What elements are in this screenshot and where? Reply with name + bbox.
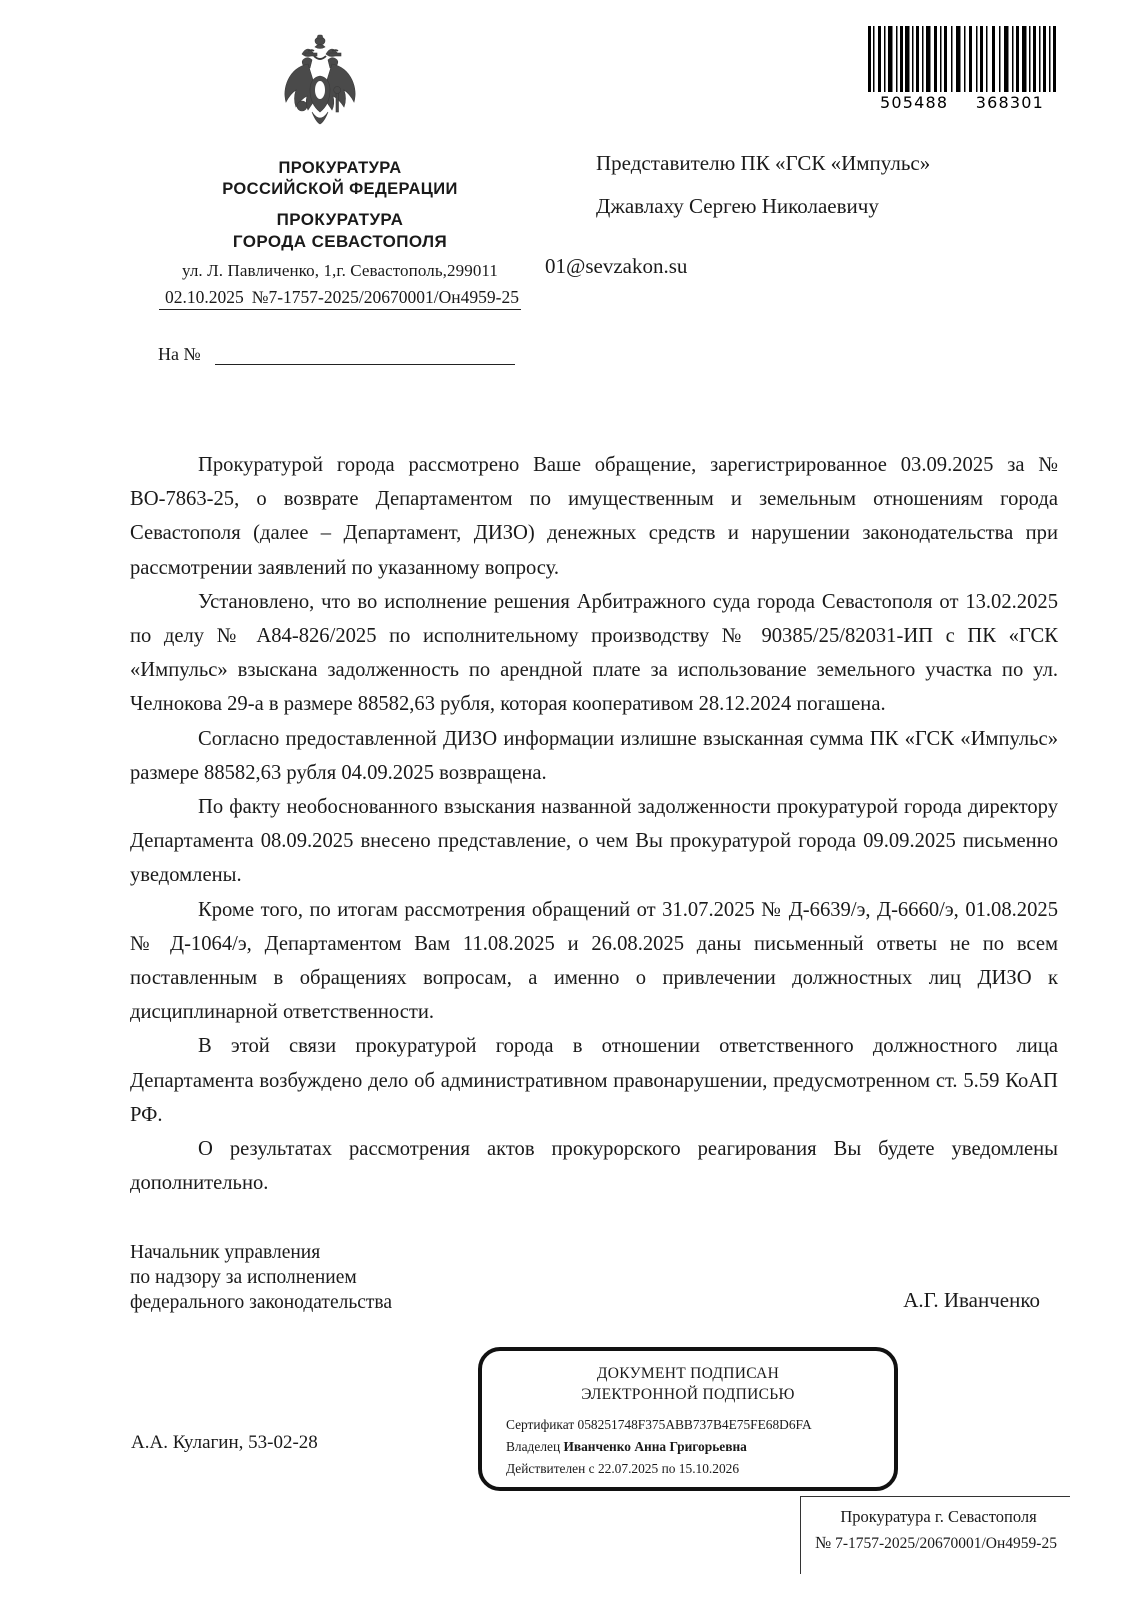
esign-owner-row (506, 1436, 894, 1458)
reply-to-rule (215, 350, 515, 365)
addressee-organization: Представителю ПК «ГСК «Импульс» (596, 151, 931, 175)
reply-to-label: На № (158, 344, 201, 364)
registration-number-row (815, 1530, 1062, 1557)
esign-certificate-label: Сертификат (506, 1417, 575, 1432)
number-symbol: № (251, 287, 269, 307)
esign-validity-row (506, 1458, 894, 1480)
body-paragraph: Согласно предоставленной ДИЗО информации излишне взысканная сумма ПК «ГСК «Импульс» размере 88582,63 рубля 04.09.2025 возвращена. (130, 727, 1058, 784)
signatory-title-line-1: Начальник управления (130, 1242, 321, 1263)
esign-heading-line-1: ДОКУМЕНТ ПОДПИСАН (596, 1365, 780, 1382)
body-paragraph: Кроме того, по итогам рассмотрения обращений от 31.07.2025 № Д-6639/э, Д-6660/э, 01.08.2025 № Д-1064/э, Департаментом Вам 11.08.2025 и 26.08.2025 даны письменный ответы не по всем поставленным в обращениях вопросам, а именно о привлечении должностных лиц ДИЗО к дисциплинарной ответственности. (130, 898, 1058, 1024)
esign-heading (482, 1363, 894, 1405)
reply-to-row (158, 344, 550, 365)
signatory-name: А.Г. Иванченко (903, 1288, 1040, 1312)
addressee-person: Джавлаху Сергею Николаевичу (596, 194, 879, 218)
signatory-title-line-2: по надзору за исполнением (130, 1267, 357, 1288)
registration-office: Прокуратура г. Севастополя (840, 1507, 1037, 1526)
barcode-icon (866, 26, 1058, 92)
body-paragraph: По факту необоснованного взыскания названной задолженности прокуратурой города директору Департамента 08.09.2025 внесено представление, о чем Вы прокуратурой города 09.09.2025 письменно уведомлены. (130, 796, 1058, 887)
esign-validity-label: Действителен с (506, 1461, 595, 1476)
signature-block (130, 1240, 1058, 1315)
electronic-signature-stamp (478, 1347, 898, 1491)
body-paragraph: В этой связи прокуратурой города в отношении ответственного должностного лица Департамента возбуждено дело об административном правонарушении, предусмотренном ст. 5.59 КоАП РФ. (130, 1035, 1058, 1126)
registration-stamp (800, 1496, 1070, 1574)
letter-body (130, 448, 1058, 1200)
russian-coat-of-arms-icon (272, 34, 368, 138)
esign-valid-to-label: по (661, 1461, 676, 1476)
esign-owner-label: Владелец (506, 1439, 561, 1454)
esign-owner-value: Иванченко Анна Григорьевна (563, 1439, 747, 1454)
addressee-block (596, 142, 1076, 228)
letterhead-line-2: РОССИЙСКОЙ ФЕДЕРАЦИИ (222, 180, 458, 198)
esign-heading-line-2: ЭЛЕКТРОННОЙ ПОДПИСЬЮ (581, 1386, 795, 1403)
letter-date: 02.10.2025 (159, 287, 250, 310)
body-paragraph: Установлено, что во исполнение решения Арбитражного суда города Севастополя от 13.02.2025 по делу № А84-826/2025 по исполнительному производству № 90385/25/82031-ИП с ПК «ГСК «Импульс» взыскана задолженность по арендной плате за использование земельного участка по ул. Челнокова 29-а в размере 88582,63 рубля, которая кооперативом 28.12.2024 погашена. (130, 590, 1058, 716)
letterhead (130, 158, 550, 365)
addressee-email: 01@sevzakon.su (545, 254, 688, 278)
barcode-digits (866, 93, 1058, 112)
body-paragraph: Прокуратурой города рассмотрено Ваше обращение, зарегистрированное 03.09.2025 за № ВО-7863-25, о возврате Департаментом по имущественным и земельным отношениям города Севастополя (далее – Департамент, ДИЗО) денежных средств и нарушении законодательства при рассмотрении заявлений по указанному вопросу. (130, 454, 1058, 579)
esign-valid-from: 22.07.2025 (597, 1461, 659, 1476)
signatory-title-line-3: федерального законодательства (130, 1292, 393, 1313)
letterhead-date-number-row (130, 287, 550, 310)
signatory-title (130, 1240, 392, 1315)
executor-info: А.А. Кулагин, 53-02-28 (131, 1432, 318, 1453)
esign-details (482, 1414, 894, 1480)
letterhead-line-1: ПРОКУРАТУРА (278, 159, 402, 177)
letterhead-line-4: ГОРОДА СЕВАСТОПОЛЯ (232, 232, 448, 251)
registration-number-symbol: № (815, 1533, 832, 1552)
barcode-right-digits: 368301 (975, 93, 1044, 112)
barcode-block (866, 26, 1058, 112)
letterhead-address: ул. Л. Павличенко, 1,г. Севастополь,299011 (182, 261, 498, 280)
body-paragraph: О результатах рассмотрения актов прокурорского реагирования Вы будете уведомлены дополнительно. (130, 1138, 1058, 1195)
letterhead-line-3: ПРОКУРАТУРА (276, 210, 404, 229)
esign-certificate-value: 058251748F375ABB737B4E75FE68D6FA (577, 1417, 812, 1432)
registration-number-value: 7-1757-2025/20670001/Он4959-25 (835, 1535, 1057, 1552)
barcode-left-digits: 505488 (880, 93, 949, 112)
letter-number-value: 7-1757-2025/20670001/Он4959-25 (268, 287, 519, 307)
esign-certificate-row (506, 1414, 894, 1436)
esign-valid-to: 15.10.2026 (678, 1461, 740, 1476)
letter-number (250, 287, 521, 310)
